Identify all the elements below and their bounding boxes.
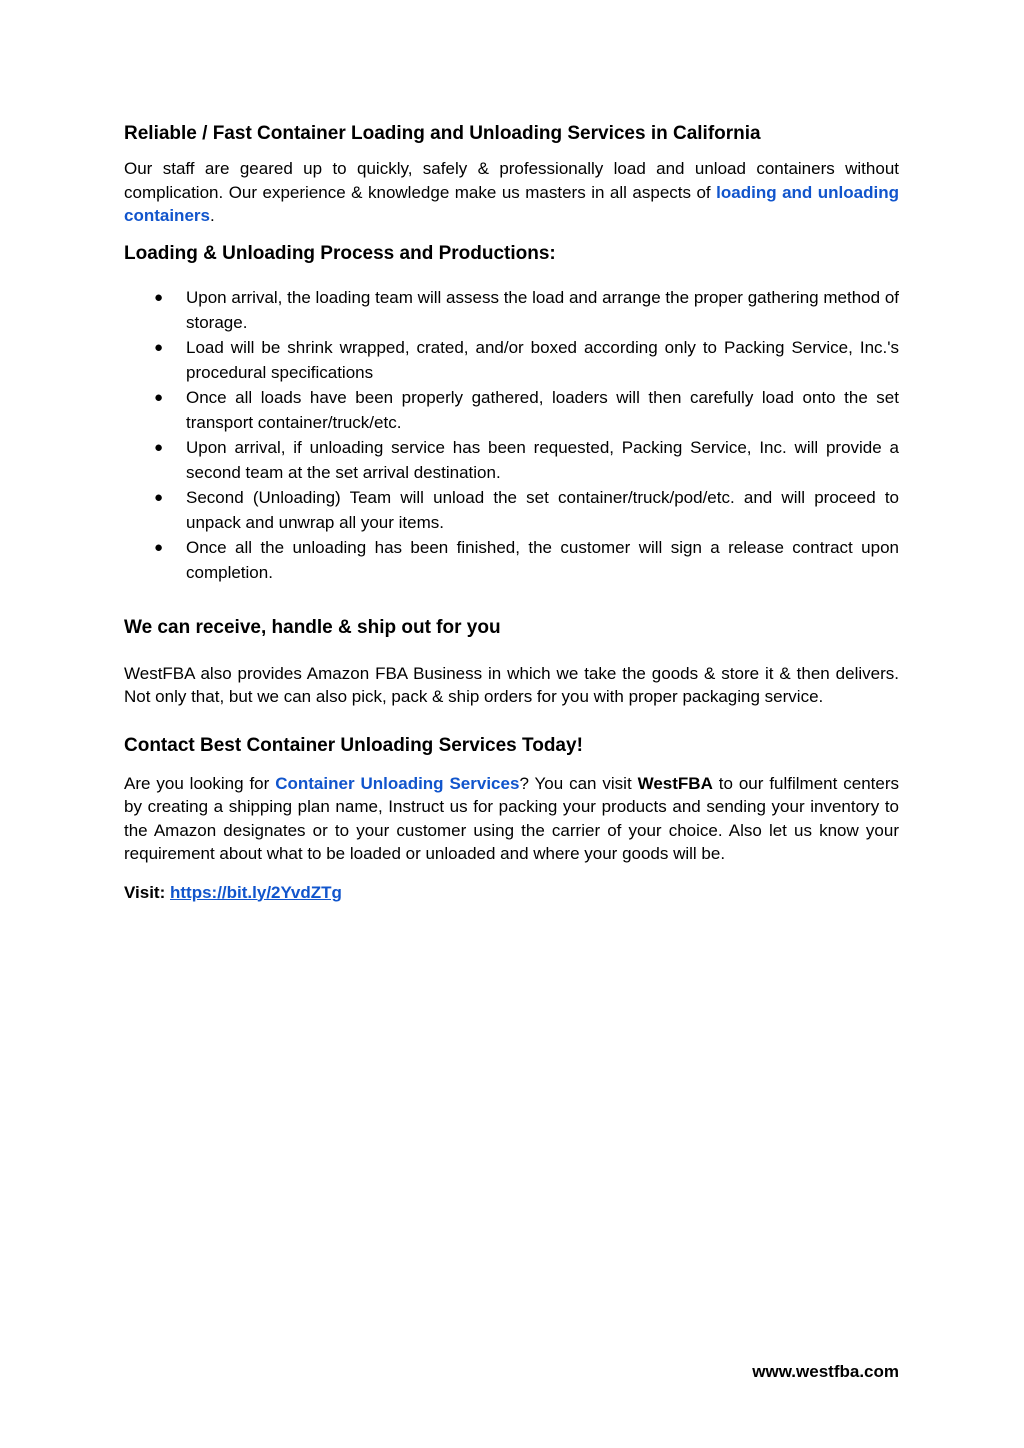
loading-unloading-link[interactable]: loading and unloading containers — [124, 182, 899, 225]
contact-text-start: Are you looking for — [124, 773, 276, 793]
document-body — [124, 121, 899, 904]
list-item-text: Upon arrival, if unloading service has been requested, Packing Service, Inc. will provide a second team at the set arrival destination. — [186, 437, 899, 482]
visit-line — [124, 881, 899, 905]
list-item-text: Upon arrival, the loading team will assess the load and arrange the proper gathering method of storage. — [186, 287, 899, 332]
bullet-icon: ● — [154, 388, 164, 406]
process-list — [124, 285, 899, 585]
westfba-brand: WestFBA — [637, 773, 713, 793]
list-item-text: Once all loads have been properly gathered, loaders will then carefully load onto the set transport container/truck/etc. — [186, 387, 899, 432]
list-item — [124, 285, 899, 335]
heading-receive-handle-ship: We can receive, handle & ship out for you — [124, 616, 501, 638]
heading-reliable-services: Reliable / Fast Container Loading and Unloading Services in California — [124, 123, 761, 144]
footer-website: www.westfba.com — [752, 1362, 899, 1381]
list-item — [124, 385, 899, 435]
visit-label: Visit: — [124, 882, 166, 902]
staff-text-end: . — [209, 206, 215, 225]
list-item-text: Second (Unloading) Team will unload the set container/truck/pod/etc. and will proceed to unpack and unwrap all your items. — [186, 487, 899, 532]
staff-text: Our staff are geared up to quickly, safely & professionally load and unload containers without complication. Our experience & knowledge make us masters in all aspects of — [124, 159, 899, 202]
bullet-icon: ● — [154, 538, 164, 556]
list-item-text: Once all the unloading has been finished, the customer will sign a release contract upon completion. — [186, 537, 899, 582]
contact-text-end: to our fulfilment centers by creating a shipping plan name, Instruct us for packing your products and sending your inventory to the Amazon designates or to your customer using the carrier of your choice. Also let us know your requirement about what to be loaded or unloaded and where your goods will be. — [124, 773, 899, 863]
heading-process: Loading & Unloading Process and Productions: — [124, 242, 556, 264]
list-item — [124, 485, 899, 535]
bullet-icon: ● — [154, 438, 164, 456]
visit-url-link[interactable]: https://bit.ly/2YvdZTg — [170, 882, 342, 902]
list-item — [124, 435, 899, 485]
bullet-icon: ● — [154, 288, 164, 306]
list-item-text: Load will be shrink wrapped, crated, and/or boxed according only to Packing Service, Inc.'s procedural specifications — [186, 337, 899, 382]
list-item — [124, 335, 899, 385]
heading-contact: Contact Best Container Unloading Services Today! — [124, 734, 583, 756]
paragraph-contact — [124, 772, 899, 866]
container-unloading-link[interactable]: Container Unloading Services — [275, 773, 520, 793]
paragraph-staff — [124, 157, 899, 228]
bullet-icon: ● — [154, 488, 164, 506]
list-item — [124, 535, 899, 585]
contact-text-mid: ? You can visit — [519, 773, 638, 793]
bullet-icon: ● — [154, 338, 164, 356]
paragraph-westfba: WestFBA also provides Amazon FBA Business in which we take the goods & store it & then delivers. Not only that, but we can also pick, pack & ship orders for you with proper packaging service. — [124, 663, 899, 706]
